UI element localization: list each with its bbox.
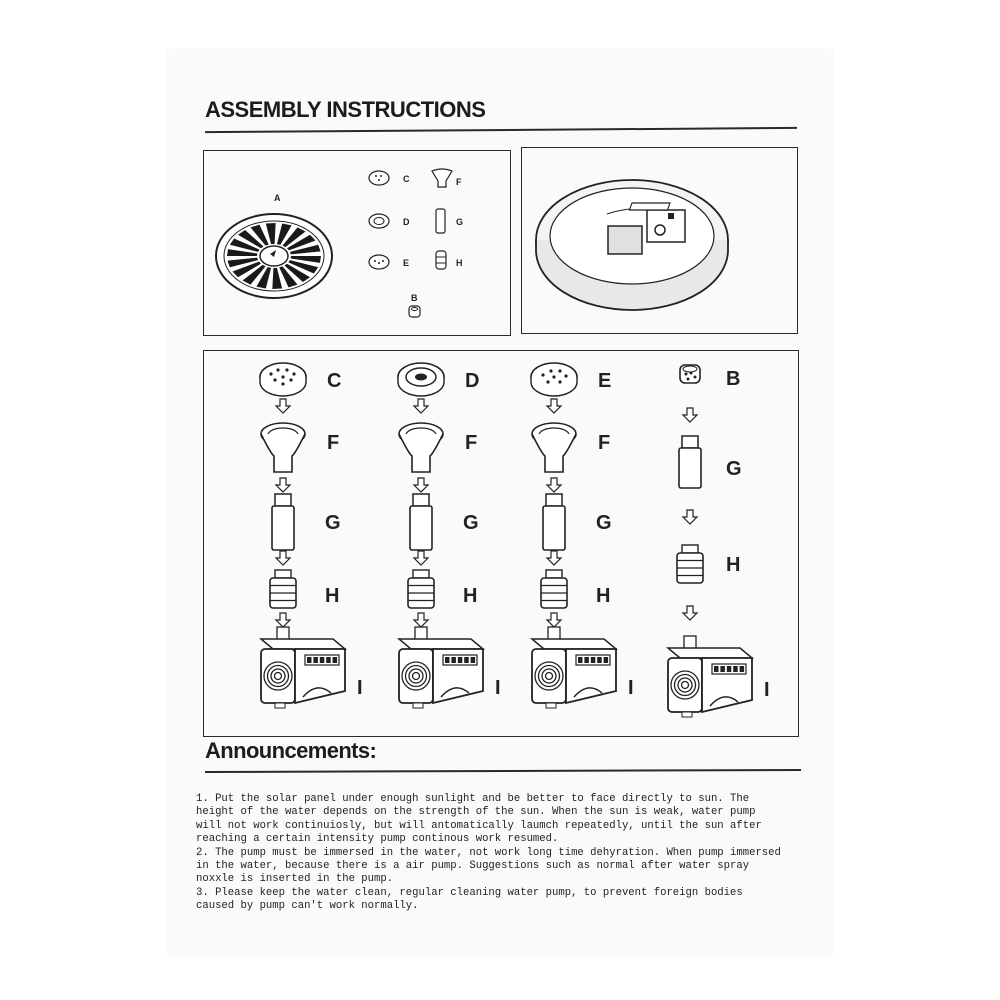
- connector-label: H: [463, 585, 478, 607]
- part-label-g: G: [456, 217, 464, 227]
- note-line: noxxle is inserted in the pump.: [196, 873, 394, 886]
- nozzle-label: E: [598, 370, 612, 392]
- pump-icon: [668, 636, 752, 717]
- connector-label: H: [726, 554, 741, 576]
- note-line: height of the water depends on the strength of the sun. When the sun is weak, water pump: [196, 806, 756, 819]
- tube-label: G: [325, 512, 341, 534]
- solar-panel-label: A: [274, 193, 281, 203]
- nozzle-c-icon: [260, 363, 306, 396]
- adapter-f-icon: [432, 169, 452, 187]
- tube-g-icon: [436, 209, 445, 233]
- tube-label: G: [463, 512, 479, 534]
- assembly-column-3: [531, 363, 634, 708]
- nozzle-c-icon: [369, 171, 389, 185]
- pump-label: I: [628, 677, 634, 699]
- tube-label: G: [726, 458, 742, 480]
- tube-g-icon: [679, 436, 701, 488]
- pump-icon: [532, 627, 616, 708]
- announcements-title: Announcements:: [205, 738, 377, 763]
- nozzle-e-icon: [531, 363, 577, 396]
- nozzle-d-icon: [369, 214, 389, 228]
- adapter-label: F: [598, 432, 611, 454]
- parts-panel: [203, 150, 511, 336]
- note-line: 3. Please keep the water clean, regular cleaning water pump, to prevent foreign bodies: [196, 886, 743, 899]
- battery-box-icon: [608, 226, 642, 254]
- assembly-column-1: [260, 363, 363, 708]
- connector-h-icon: [436, 251, 446, 269]
- assembly-steps-panel: [203, 350, 799, 737]
- nozzle-label: D: [465, 370, 480, 392]
- solar-panel-icon: [216, 214, 332, 298]
- pump-icon: [261, 627, 345, 708]
- nozzle-b-icon: [409, 306, 420, 317]
- part-label-f: F: [456, 177, 462, 187]
- connector-h-icon: [408, 570, 434, 608]
- pump-icon: [399, 627, 483, 708]
- note-line: will not work continuiosly, but will antomatically laumch repeatedly, until the sun after: [196, 819, 762, 832]
- part-label-c: C: [403, 174, 410, 184]
- nozzle-label: B: [726, 368, 741, 390]
- pump-label: I: [764, 679, 770, 701]
- page-title: ASSEMBLY INSTRUCTIONS: [205, 97, 486, 122]
- part-label-d: D: [403, 217, 410, 227]
- connector-label: H: [325, 585, 340, 607]
- note-line: reaching a certain intensity pump continous work resumed.: [196, 833, 559, 846]
- assembly-column-4: [668, 365, 770, 717]
- adapter-f-icon: [399, 423, 443, 472]
- nozzle-b-icon: [680, 365, 700, 383]
- note-line: 1. Put the solar panel under enough sunlight and be better to face directly to sun. The: [196, 793, 750, 805]
- note-line: 2. The pump must be immersed in the water, not work long time dehyration. When pump immersed: [196, 846, 781, 859]
- adapter-label: F: [465, 432, 478, 454]
- nozzle-label: C: [327, 370, 342, 392]
- fountain-base-panel: [521, 147, 798, 334]
- announcements-list: [196, 793, 816, 914]
- tube-g-icon: [543, 494, 565, 550]
- part-label-h: H: [456, 258, 463, 268]
- connector-h-icon: [270, 570, 296, 608]
- nozzle-d-icon: [398, 363, 444, 396]
- adapter-f-icon: [532, 423, 576, 472]
- nozzle-e-icon: [369, 255, 389, 269]
- tube-g-icon: [410, 494, 432, 550]
- connector-h-icon: [677, 545, 703, 583]
- note-line: in the water, because there is a air pump. Suggestions such as normal after water spray: [196, 860, 750, 873]
- tube-label: G: [596, 512, 612, 534]
- part-label-b: B: [411, 293, 418, 303]
- tube-g-icon: [272, 494, 294, 550]
- adapter-f-icon: [261, 423, 305, 472]
- pump-label: I: [495, 677, 501, 699]
- pump-label: I: [357, 677, 363, 699]
- note-line: caused by pump can't work normally.: [196, 900, 419, 913]
- adapter-label: F: [327, 432, 340, 454]
- assembly-column-2: [398, 363, 501, 708]
- part-label-e: E: [403, 258, 410, 268]
- connector-h-icon: [541, 570, 567, 608]
- connector-label: H: [596, 585, 611, 607]
